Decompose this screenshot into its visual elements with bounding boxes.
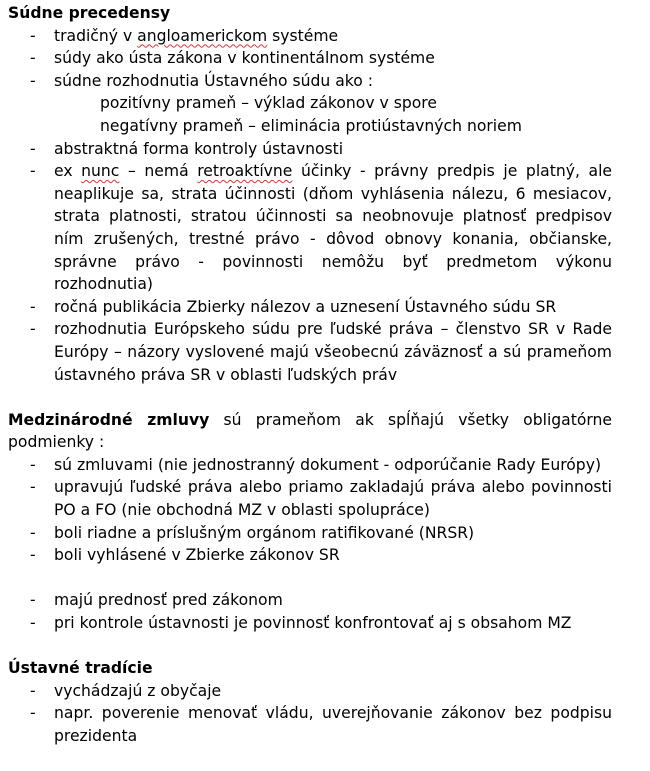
list-item: - upravujú ľudské práva alebo priamo zakladajú práva alebo povinnosti PO a FO (nie obchodná MZ v oblasti spolupráce) [8,476,612,521]
list-item: - boli riadne a príslušným orgánom ratifikované (NRSR) [8,522,612,545]
section-heading-treaties: Medzinárodné zmluvy [8,410,210,429]
list-item [8,25,612,48]
blank-line [8,386,612,409]
list-item [8,160,612,296]
list-item: - rozhodnutia Európskeho súdu pre ľudské práva – členstvo SR v Rade Európy – názory vyslovené majú všeobecnú záväznosť a sú prameňom ústavného práva SR v oblasti ľudských práv [8,318,612,386]
traditions-list [8,680,612,748]
section-heading-precedents: Súdne precedensy [8,4,171,22]
treaties-intro-paragraph [8,409,612,454]
precedents-list-continued [8,138,612,387]
paragraph-text: sú prameňom ak spĺňajú všetky obligatórne podmienky : [8,410,612,452]
list-item: - boli vyhlásené v Zbierke zákonov SR [8,544,612,567]
list-item: - abstraktná forma kontroly ústavnosti [8,138,612,161]
spelling-flag-word: angloamerickom [137,26,268,45]
list-item: - ročná publikácia Zbierky nálezov a uznesení Ústavného súdu SR [8,296,612,319]
sub-item-positive-source: pozitívny prameň – výklad zákonov v spore [100,94,437,113]
blank-line [8,635,612,658]
list-item: - pri kontrole ústavnosti je povinnosť konfrontovať aj s obsahom MZ [8,612,612,635]
blank-line [8,567,612,590]
spelling-flag-word: nunc [81,162,120,181]
spelling-flag-word: retroaktívne [197,162,293,181]
list-item: - súdy ako ústa zákona v kontinentálnom systéme [8,47,612,70]
sub-item-negative-source: negatívny prameň – eliminácia protiústavných noriem [100,116,522,135]
list-item: - sú zmluvami (nie jednostranný dokument - odporúčanie Rady Európy) [8,454,612,477]
item-text: – nemá [119,162,198,181]
list-item: - napr. poverenie menovať vládu, uverejňovanie zákonov bez podpisu prezidenta [8,702,612,747]
treaties-list [8,454,612,567]
list-item: - vychádzajú z obyčaje [8,680,612,703]
item-text: tradičný v [54,26,138,45]
item-text: systéme [267,26,339,45]
list-item: - súdne rozhodnutia Ústavného súdu ako : [8,70,612,93]
section-heading-traditions: Ústavné tradície [8,659,153,678]
item-text: ex [54,162,82,181]
treaties-list-continued [8,589,612,634]
precedents-list [8,25,612,93]
item-text: účinky - právny predpis je platný, ale neaplikuje sa, strata účinnosti (dňom vyhlásenia nálezu, 6 mesiacov, strata platnosti, stratou účinnosti sa neobnovuje platnosť predpisov ním zrušených, trestné právo - dôvod obnovy konania, občianske, správne právo - povinnosti nemôžu byť predmetom výkonu rozhodnutia) [54,162,612,294]
list-item: - majú prednosť pred zákonom [8,589,612,612]
